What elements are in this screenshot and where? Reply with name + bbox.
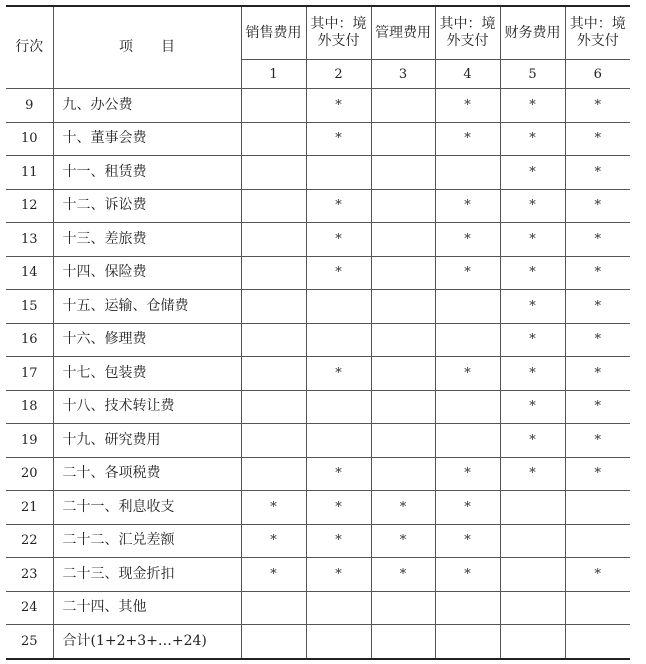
- cell-col-1: [241, 256, 306, 290]
- cell-col-6: *: [565, 122, 630, 156]
- cell-col-5: *: [500, 122, 565, 156]
- cell-col-2: *: [306, 256, 371, 290]
- row-number: 25: [6, 625, 53, 659]
- cell-col-4: [435, 323, 500, 357]
- expense-table: [6, 5, 630, 660]
- cell-col-1: [241, 357, 306, 391]
- cell-col-2: [306, 390, 371, 424]
- cell-col-5: [500, 558, 565, 592]
- row-item-name: 二十一、利息收支: [53, 491, 241, 525]
- cell-col-4: *: [435, 357, 500, 391]
- table-row: [6, 558, 630, 592]
- cell-col-2: *: [306, 189, 371, 223]
- cell-col-6: *: [565, 156, 630, 190]
- cell-col-6: *: [565, 390, 630, 424]
- table-row: [6, 323, 630, 357]
- table-row: [6, 390, 630, 424]
- cell-col-3: [371, 424, 435, 458]
- header-col-1: 销售费用: [241, 6, 306, 60]
- row-number: 24: [6, 591, 53, 625]
- row-number: 15: [6, 290, 53, 324]
- row-number: 19: [6, 424, 53, 458]
- cell-col-3: [371, 189, 435, 223]
- cell-col-5: *: [500, 357, 565, 391]
- cell-col-4: [435, 390, 500, 424]
- cell-col-5: *: [500, 156, 565, 190]
- table-row: [6, 256, 630, 290]
- header-col-4: 其中：境外支付: [435, 6, 500, 60]
- row-number: 9: [6, 89, 53, 123]
- cell-col-4: *: [435, 89, 500, 123]
- table-row: [6, 591, 630, 625]
- row-number: 20: [6, 457, 53, 491]
- col-number-5: 5: [500, 60, 565, 89]
- cell-col-6: *: [565, 558, 630, 592]
- row-item-name: 十一、租赁费: [53, 156, 241, 190]
- table-row: [6, 457, 630, 491]
- cell-col-2: [306, 424, 371, 458]
- cell-col-5: [500, 524, 565, 558]
- row-number: 12: [6, 189, 53, 223]
- cell-col-5: [500, 591, 565, 625]
- cell-col-4: *: [435, 524, 500, 558]
- table-row: [6, 625, 630, 659]
- cell-col-3: [371, 223, 435, 257]
- cell-col-1: [241, 89, 306, 123]
- table-row: [6, 122, 630, 156]
- row-number: 11: [6, 156, 53, 190]
- cell-col-6: *: [565, 424, 630, 458]
- cell-col-3: [371, 625, 435, 659]
- cell-col-5: *: [500, 256, 565, 290]
- cell-col-6: *: [565, 223, 630, 257]
- cell-col-4: *: [435, 122, 500, 156]
- row-item-name: 九、办公费: [53, 89, 241, 123]
- cell-col-2: [306, 156, 371, 190]
- cell-col-2: *: [306, 223, 371, 257]
- table-row: [6, 290, 630, 324]
- header-item: 项 目: [53, 6, 241, 89]
- cell-col-6: *: [565, 323, 630, 357]
- cell-col-1: [241, 323, 306, 357]
- cell-col-1: [241, 591, 306, 625]
- cell-col-6: *: [565, 89, 630, 123]
- row-item-name: 十四、保险费: [53, 256, 241, 290]
- table-row: [6, 491, 630, 525]
- cell-col-6: *: [565, 256, 630, 290]
- cell-col-5: *: [500, 223, 565, 257]
- cell-col-1: *: [241, 491, 306, 525]
- cell-col-1: [241, 223, 306, 257]
- cell-col-1: [241, 122, 306, 156]
- cell-col-5: *: [500, 457, 565, 491]
- cell-col-4: [435, 625, 500, 659]
- table-row: [6, 524, 630, 558]
- row-item-name: 十八、技术转让费: [53, 390, 241, 424]
- cell-col-4: [435, 424, 500, 458]
- header-col-3: 管理费用: [371, 6, 435, 60]
- cell-col-5: *: [500, 189, 565, 223]
- cell-col-2: [306, 290, 371, 324]
- cell-col-3: [371, 323, 435, 357]
- header-col-6: 其中：境外支付: [565, 6, 630, 60]
- row-item-name: 二十二、汇兑差额: [53, 524, 241, 558]
- col-number-6: 6: [565, 60, 630, 89]
- row-item-name: 十、董事会费: [53, 122, 241, 156]
- cell-col-1: [241, 625, 306, 659]
- cell-col-4: [435, 156, 500, 190]
- cell-col-3: [371, 156, 435, 190]
- cell-col-2: *: [306, 89, 371, 123]
- cell-col-3: [371, 390, 435, 424]
- cell-col-3: [371, 122, 435, 156]
- row-item-name: 二十四、其他: [53, 591, 241, 625]
- cell-col-2: [306, 591, 371, 625]
- cell-col-4: *: [435, 189, 500, 223]
- cell-col-2: *: [306, 524, 371, 558]
- cell-col-1: [241, 457, 306, 491]
- cell-col-2: *: [306, 122, 371, 156]
- header-col-5: 财务费用: [500, 6, 565, 60]
- cell-col-4: *: [435, 223, 500, 257]
- row-number: 18: [6, 390, 53, 424]
- row-number: 23: [6, 558, 53, 592]
- cell-col-3: [371, 457, 435, 491]
- row-item-name: 二十、各项税费: [53, 457, 241, 491]
- row-number: 14: [6, 256, 53, 290]
- row-item-name: 十三、差旅费: [53, 223, 241, 257]
- table-row: [6, 156, 630, 190]
- cell-col-3: *: [371, 524, 435, 558]
- table-row: [6, 223, 630, 257]
- cell-col-3: [371, 256, 435, 290]
- table-row: [6, 89, 630, 123]
- col-number-4: 4: [435, 60, 500, 89]
- cell-col-1: *: [241, 524, 306, 558]
- cell-col-6: [565, 524, 630, 558]
- row-item-name: 十二、诉讼费: [53, 189, 241, 223]
- cell-col-6: *: [565, 357, 630, 391]
- cell-col-1: [241, 189, 306, 223]
- row-item-name: 合计(1+2+3+…+24): [53, 625, 241, 659]
- cell-col-3: [371, 89, 435, 123]
- cell-col-1: [241, 390, 306, 424]
- cell-col-6: *: [565, 457, 630, 491]
- cell-col-2: *: [306, 491, 371, 525]
- cell-col-5: [500, 625, 565, 659]
- table-body: [6, 89, 630, 659]
- cell-col-5: *: [500, 424, 565, 458]
- row-item-name: 十五、运输、仓储费: [53, 290, 241, 324]
- cell-col-2: [306, 323, 371, 357]
- cell-col-2: *: [306, 558, 371, 592]
- row-number: 16: [6, 323, 53, 357]
- table-row: [6, 357, 630, 391]
- cell-col-3: [371, 357, 435, 391]
- cell-col-3: *: [371, 558, 435, 592]
- cell-col-2: *: [306, 357, 371, 391]
- cell-col-5: *: [500, 89, 565, 123]
- cell-col-4: *: [435, 558, 500, 592]
- cell-col-6: *: [565, 290, 630, 324]
- cell-col-1: [241, 290, 306, 324]
- cell-col-1: *: [241, 558, 306, 592]
- cell-col-2: *: [306, 457, 371, 491]
- row-item-name: 十七、包装费: [53, 357, 241, 391]
- row-number: 13: [6, 223, 53, 257]
- cell-col-5: *: [500, 390, 565, 424]
- cell-col-6: [565, 625, 630, 659]
- cell-col-6: *: [565, 189, 630, 223]
- cell-col-4: *: [435, 256, 500, 290]
- cell-col-5: [500, 491, 565, 525]
- cell-col-5: *: [500, 290, 565, 324]
- header-row: [6, 6, 630, 60]
- row-number: 22: [6, 524, 53, 558]
- row-item-name: 二十三、现金折扣: [53, 558, 241, 592]
- cell-col-3: [371, 290, 435, 324]
- cell-col-2: [306, 625, 371, 659]
- col-number-3: 3: [371, 60, 435, 89]
- table-row: [6, 424, 630, 458]
- cell-col-1: [241, 424, 306, 458]
- row-number: 21: [6, 491, 53, 525]
- cell-col-4: [435, 290, 500, 324]
- cell-col-4: [435, 591, 500, 625]
- row-number: 17: [6, 357, 53, 391]
- cell-col-5: *: [500, 323, 565, 357]
- cell-col-1: [241, 156, 306, 190]
- cell-col-3: *: [371, 491, 435, 525]
- header-col-2: 其中：境外支付: [306, 6, 371, 60]
- col-number-1: 1: [241, 60, 306, 89]
- row-item-name: 十九、研究费用: [53, 424, 241, 458]
- col-number-2: 2: [306, 60, 371, 89]
- cell-col-3: [371, 591, 435, 625]
- table-row: [6, 189, 630, 223]
- cell-col-4: *: [435, 457, 500, 491]
- row-number: 10: [6, 122, 53, 156]
- cell-col-4: *: [435, 491, 500, 525]
- header-row-number: 行次: [6, 6, 53, 89]
- cell-col-6: [565, 591, 630, 625]
- row-item-name: 十六、修理费: [53, 323, 241, 357]
- cell-col-6: [565, 491, 630, 525]
